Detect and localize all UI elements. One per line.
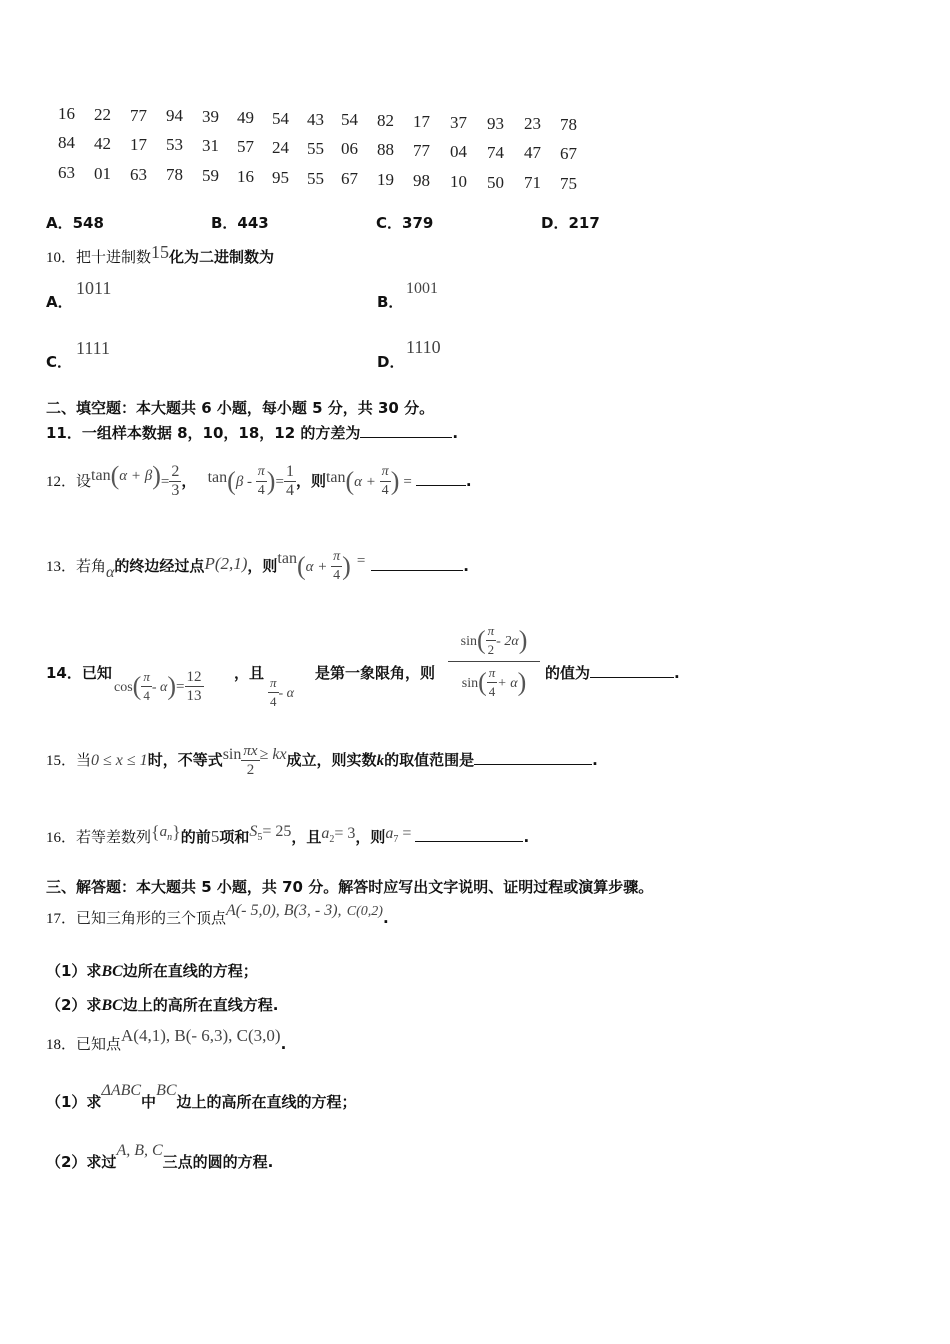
table-cell: 63 — [58, 163, 75, 182]
q10-option-c-value: 1111 — [76, 338, 110, 358]
table-cell: 49 — [237, 108, 254, 127]
q14-num: 14．已知 — [46, 664, 112, 682]
table-cell: 67 — [560, 144, 577, 164]
table-cell: 17 — [413, 112, 430, 131]
table-cell: 84 — [58, 133, 75, 152]
table-cell: 06 — [341, 139, 358, 159]
q10-option-b-value: 1001 — [406, 280, 438, 297]
q9-option-d: D．217 — [541, 214, 600, 232]
table-cell: 63 — [130, 164, 147, 184]
q14-answer-blank[interactable] — [590, 677, 674, 678]
table-cell: 93 — [487, 113, 504, 133]
q17-part2: （2）求BC边上的高所在直线方程. — [46, 996, 279, 1014]
table-cell: 10 — [450, 171, 467, 191]
table-cell: 59 — [202, 166, 219, 186]
q10-option-a-value: 1011 — [76, 278, 112, 298]
table-cell: 57 — [237, 137, 254, 156]
table-cell: 50 — [487, 172, 504, 192]
q17-stem: 17．已知三角形的三个顶点A(- 5,0), B(3, - 3), C(0,2). — [46, 902, 389, 927]
q11-answer-blank[interactable] — [360, 437, 452, 438]
q10-option-c: C． — [46, 353, 73, 371]
q16: 16．若等差数列$\{a_n\}$的前5项和$S_5= 25$，且$a_2= 3$，则$a_7$ = . — [46, 821, 530, 846]
table-cell: 43 — [307, 109, 324, 129]
table-cell: 16 — [237, 167, 254, 186]
q16-answer-blank[interactable] — [415, 841, 523, 842]
q10-option-a: A． — [46, 293, 73, 311]
table-cell: 55 — [307, 168, 324, 188]
table-cell: 95 — [272, 167, 289, 187]
q18-part2: （2）求过A, B, C三点的圆的方程. — [46, 1142, 274, 1171]
table-cell: 55 — [307, 138, 324, 158]
table-cell: 22 — [94, 104, 111, 124]
section2-title: 二、填空题：本大题共 6 小题，每小题 5 分，共 30 分。 — [46, 399, 435, 417]
table-cell: 67 — [341, 169, 358, 189]
table-cell: 54 — [341, 110, 358, 130]
q14-cos-expr: cos( $\frac{\pi}{4}$ - α)= $\frac{12}{13}$ — [114, 669, 202, 704]
table-cell: 39 — [202, 107, 219, 127]
q10-option-d-value: 1110 — [406, 337, 441, 357]
q18-stem: 18．已知点A(4,1), B(- 6,3), C(3,0). — [46, 1026, 287, 1053]
table-cell: 17 — [130, 134, 147, 154]
table-cell: 16 — [58, 104, 75, 123]
q9-option-a: A．548 — [46, 214, 104, 232]
table-cell: 47 — [524, 143, 541, 163]
q13: 13．若角α的终边经过点P(2,1)，则tan(α + $\frac{\pi}{4}$ ) = . — [46, 549, 469, 583]
table-cell: 23 — [524, 114, 541, 134]
table-cell: 24 — [272, 137, 289, 157]
table-cell: 74 — [487, 142, 504, 162]
table-cell: 94 — [166, 106, 183, 126]
table-cell: 75 — [560, 174, 577, 194]
table-cell: 71 — [524, 173, 541, 193]
q15: 15．当0 ≤ x ≤ 1时，不等式sin $\frac{\pi x}{2}$ ≥ kx成立，则实数k的取值范围是 . — [46, 743, 598, 778]
q10-option-b: B． — [377, 293, 404, 311]
q15-answer-blank[interactable] — [474, 764, 592, 765]
table-cell: 88 — [377, 140, 394, 160]
table-cell: 37 — [450, 112, 467, 132]
q17-part1: （1）求BC边所在直线的方程； — [46, 962, 258, 980]
q10-option-d: D． — [377, 353, 405, 371]
table-cell: 19 — [377, 170, 394, 190]
table-cell: 54 — [272, 108, 289, 128]
section3-title: 三、解答题：本大题共 5 小题，共 70 分。解答时应写出文字说明、证明过程或演算步骤。 — [46, 878, 654, 896]
q14-and: ，且 — [234, 664, 265, 682]
table-cell: 77 — [130, 105, 147, 125]
q12-answer-blank[interactable] — [416, 485, 466, 486]
q9-option-b: B．443 — [211, 214, 269, 232]
table-cell: 53 — [166, 135, 183, 155]
table-cell: 01 — [94, 163, 111, 183]
table-cell: 78 — [560, 115, 577, 135]
table-cell: 98 — [413, 171, 430, 190]
q14-ratio: sin( $\frac{\pi}{2}$ - 2α) sin( $\frac{\pi}{4}$ + α) — [448, 622, 540, 701]
q14-angle: $\frac{\pi}{4}$ - α — [270, 675, 295, 709]
table-cell: 82 — [377, 111, 394, 131]
q14-tail: 的值为 . — [545, 664, 680, 682]
table-cell: 42 — [94, 133, 111, 153]
q14-quadrant: 是第一象限角，则 — [315, 664, 436, 682]
table-cell: 78 — [166, 165, 183, 185]
table-cell: 77 — [413, 141, 430, 160]
q18-part1: （1）求ΔABC中BC边上的高所在直线的方程； — [46, 1082, 357, 1111]
q9-option-c: C．379 — [376, 214, 434, 232]
q10-stem: 10．把十进制数15化为二进制数为 — [46, 242, 275, 266]
q12: 12．设tan(α + β)= $\frac{2}{3}$ ， tan(β - $\frac{\pi}{4}$ )= $\frac{1}{4}$ ，则tan(α + $\frac{\pi}{4}$ ) = . — [46, 460, 472, 499]
table-cell: 31 — [202, 136, 219, 156]
q11: 11．一组样本数据 8，10，18，12 的方差为 . — [46, 424, 459, 442]
table-cell: 04 — [450, 141, 467, 161]
q13-answer-blank[interactable] — [371, 570, 463, 571]
